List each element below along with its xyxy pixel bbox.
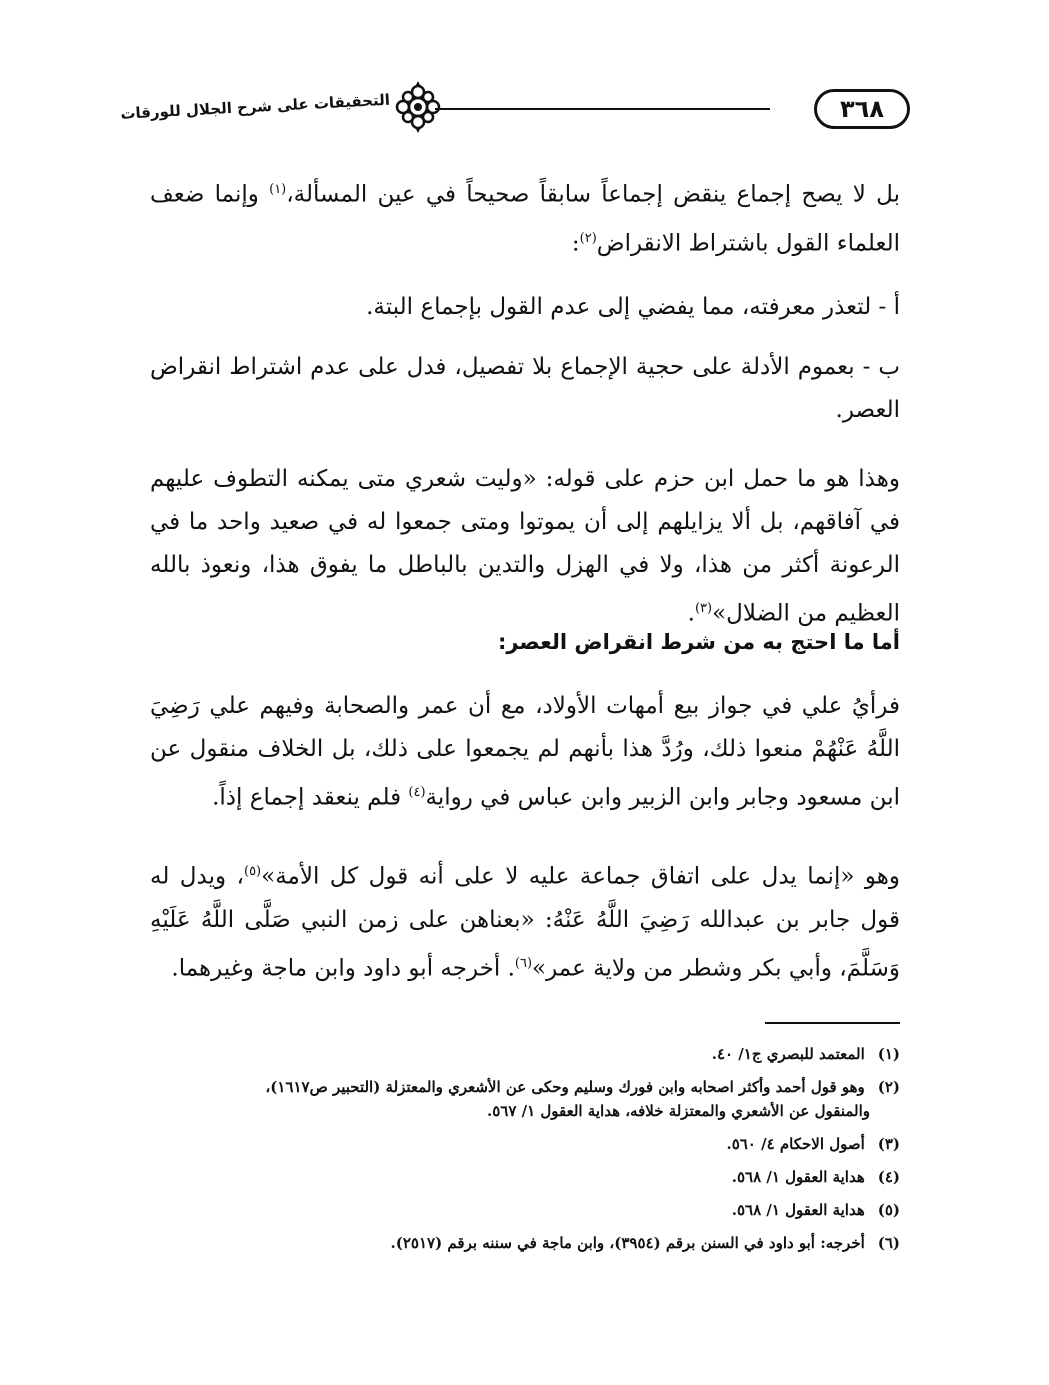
footnote-ref-1: (١) [269, 182, 287, 197]
page-number: ٣٦٨ [814, 89, 910, 129]
footnote-3: (٣) أصول الاحكام ٤/ ٥٦٠. [726, 1135, 900, 1153]
footnote-4: (٤) هداية العقول ١/ ٥٦٨. [731, 1168, 900, 1186]
item-a-text: أ - لتعذر معرفته، مما يفضي إلى عدم القول بإجماع البتة. [366, 294, 900, 320]
heading-text: أما ما احتج به من شرط انقراض العصر: [497, 630, 900, 654]
list-item-b [150, 346, 900, 432]
ornament-icon [390, 79, 446, 135]
footnote-separator [765, 1022, 900, 1024]
book-title: التحقيقات على شرح الجلال للورقات [119, 90, 391, 123]
paragraph-1 [150, 168, 900, 265]
para1-text-b: وإنما ضعف العلماء القول باشتراط الانقراض [150, 181, 900, 257]
footnote-ref-4: (٤) [408, 785, 426, 800]
section-heading [150, 630, 900, 654]
para4-text-b: ، ويدل له قول جابر بن عبدالله رَضِيَ اللَّهُ عَنْهُ: «بعناهن على زمن النبي صَلَّى اللَّهُ عَلَيْهِ وَسَلَّمَ، وأبي بكر وشطر من ولاية عمر» [150, 863, 900, 982]
header-rule [435, 108, 770, 110]
para3-end: فلم ينعقد إجماع إذاً. [212, 784, 409, 811]
para4-end: . أخرجه أبو داود وابن ماجة وغيرهما. [171, 955, 515, 982]
footnote-ref-6: (٦) [514, 955, 533, 971]
footnote-ref-5: (٥) [243, 864, 262, 879]
para1-text-c: : [571, 230, 580, 257]
footnote-ref-2: (٢) [579, 230, 597, 246]
para4-text: وهو «إنما يدل على اتفاق جماعة عليه لا على أنه قول كل الأمة» [261, 863, 900, 890]
para3-text: فرأيُ علي في جواز بيع أمهات الأولاد، مع أن عمر والصحابة وفيهم علي رَضِيَ اللَّهُ عَنْهُمْ منعوا ذلك، ورُدَّ هذا بأنهم لم يجمعوا على ذلك، بل الخلاف منقول عن ابن مسعود وجابر وابن الزبير وابن عباس في رواية [150, 693, 900, 811]
footnote-1: (١) المعتمد للبصري ج١/ ٤٠. [711, 1045, 900, 1063]
paragraph-3 [150, 685, 900, 820]
item-b-text: ب - بعموم الأدلة على حجية الإجماع بلا تفصيل، فدل على عدم اشتراط انقراض العصر. [150, 354, 900, 423]
paragraph-2 [150, 458, 900, 636]
footnote-6: (٦) أخرجه: أبو داود في السنن برقم (٣٩٥٤)، وابن ماجة في سننه برقم (٢٥١٧). [390, 1234, 900, 1252]
footnote-2: (٢) وهو قول أحمد وأكثر اصحابه وابن فورك وسليم وحكى عن الأشعري والمعتزلة (التحبير ص١٦١٧)، والمنقول عن الأشعري والمعتزلة خلافه، هداية العقول ١/ ٥٦٧. [265, 1078, 900, 1120]
para1-text: بل لا يصح إجماع ينقض إجماعاً سابقاً صحيحاً في عين المسألة، [286, 181, 900, 208]
list-item-a [150, 286, 900, 329]
para2-end: . [687, 600, 695, 627]
footnotes [140, 1042, 900, 1264]
para2-text: وهذا هو ما حمل ابن حزم على قوله: «وليت شعري متى يمكنه التطوف عليهم في آفاقهم، بل ألا يزايلهم إلى أن يموتوا ومتى جمعوا له في صعيد واحد ما في الرعونة أكثر من هذا، ولا في الهزل والتدين بالباطل ما يفوق هذا، ونعوذ بالله العظيم من الضلال» [150, 466, 900, 627]
page-header [119, 75, 910, 135]
footnote-ref-3: (٣) [694, 601, 713, 616]
footnote-5: (٥) هداية العقول ١/ ٥٦٨. [731, 1201, 900, 1219]
paragraph-4 [150, 850, 900, 990]
